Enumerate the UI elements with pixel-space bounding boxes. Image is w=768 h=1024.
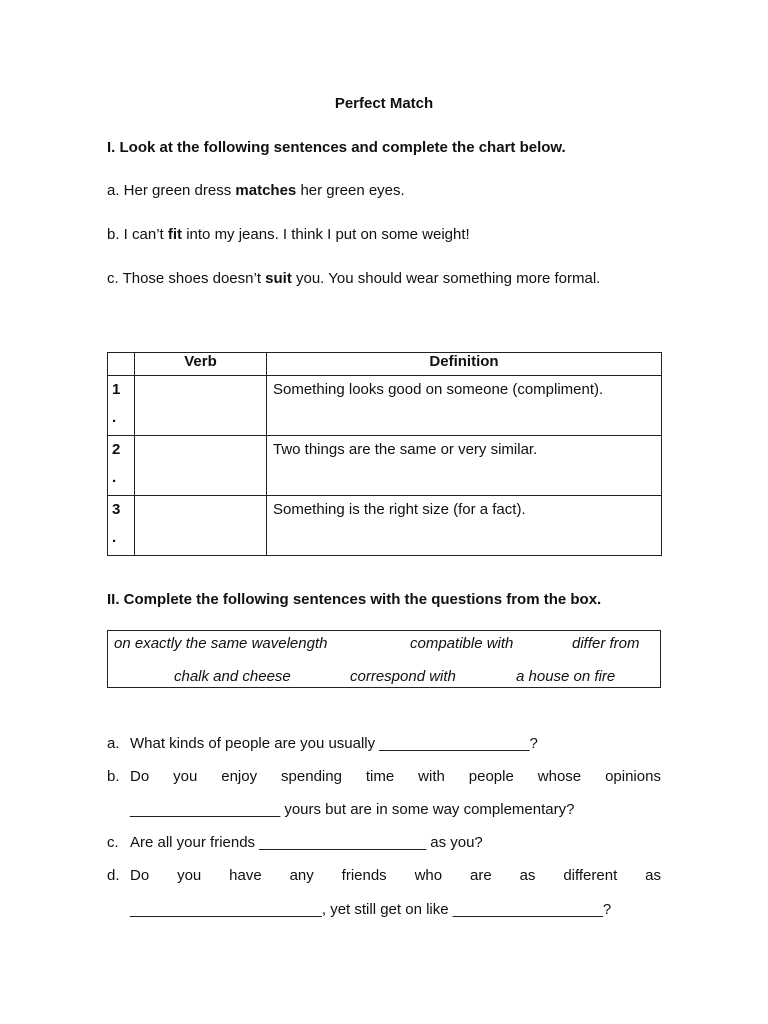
row-number: 3 . xyxy=(108,496,135,556)
chart-header-definition: Definition xyxy=(267,353,662,376)
question-b-line-2: __________________ yours but are in some way complementary? xyxy=(130,801,575,818)
phrase-item: differ from xyxy=(572,635,640,652)
question-b-label: b. xyxy=(107,768,120,785)
section-2-heading: II. Complete the following sentences with the questions from the box. xyxy=(107,591,602,608)
phrase-item: on exactly the same wavelength xyxy=(114,635,328,652)
page-title: Perfect Match xyxy=(334,95,434,112)
chart-header-row xyxy=(108,353,662,376)
verb-blank-cell[interactable] xyxy=(135,496,267,556)
row-number: 1 . xyxy=(108,376,135,436)
keyword-fit: fit xyxy=(167,226,183,243)
phrase-item: compatible with xyxy=(410,635,514,652)
chart-row xyxy=(108,436,662,496)
question-d-line-2: _______________________, yet still get on like __________________? xyxy=(130,901,612,918)
section-1-heading: I. Look at the following sentences and complete the chart below. xyxy=(107,139,566,156)
keyword-suit: suit xyxy=(265,270,292,287)
question-d-line-1: Do you have any friends who are as different as xyxy=(130,867,661,884)
sentence-c: c. Those shoes doesn’t suit you. You should wear something more formal. xyxy=(107,270,601,287)
definition-cell: Something looks good on someone (compliment). xyxy=(267,376,662,436)
question-d-label: d. xyxy=(107,867,120,884)
definition-cell: Two things are the same or very similar. xyxy=(267,436,662,496)
chart-row xyxy=(108,496,662,556)
sentence-b: b. I can’t fit into my jeans. I think I put on some weight! xyxy=(107,226,470,243)
phrase-item: a house on fire xyxy=(516,668,616,685)
phrase-box xyxy=(107,630,661,688)
verb-blank-cell[interactable] xyxy=(135,436,267,496)
verb-chart xyxy=(107,352,662,556)
row-number: 2 . xyxy=(108,436,135,496)
verb-blank-cell[interactable] xyxy=(135,376,267,436)
definition-cell: Something is the right size (for a fact). xyxy=(267,496,662,556)
question-c-label: c. xyxy=(107,834,119,851)
chart-row xyxy=(108,376,662,436)
question-c-text: Are all your friends ____________________ as you? xyxy=(130,834,483,851)
question-a-text: What kinds of people are you usually __________________? xyxy=(130,735,538,752)
chart-header-number xyxy=(108,353,135,376)
phrase-item: correspond with xyxy=(350,668,456,685)
keyword-matches: matches xyxy=(235,182,297,199)
question-b-line-1: Do you enjoy spending time with people whose opinions xyxy=(130,768,661,785)
chart-header-verb: Verb xyxy=(135,353,267,376)
phrase-item: chalk and cheese xyxy=(174,668,291,685)
sentence-a: a. Her green dress matches her green eyes. xyxy=(107,182,405,199)
question-a-label: a. xyxy=(107,735,120,752)
